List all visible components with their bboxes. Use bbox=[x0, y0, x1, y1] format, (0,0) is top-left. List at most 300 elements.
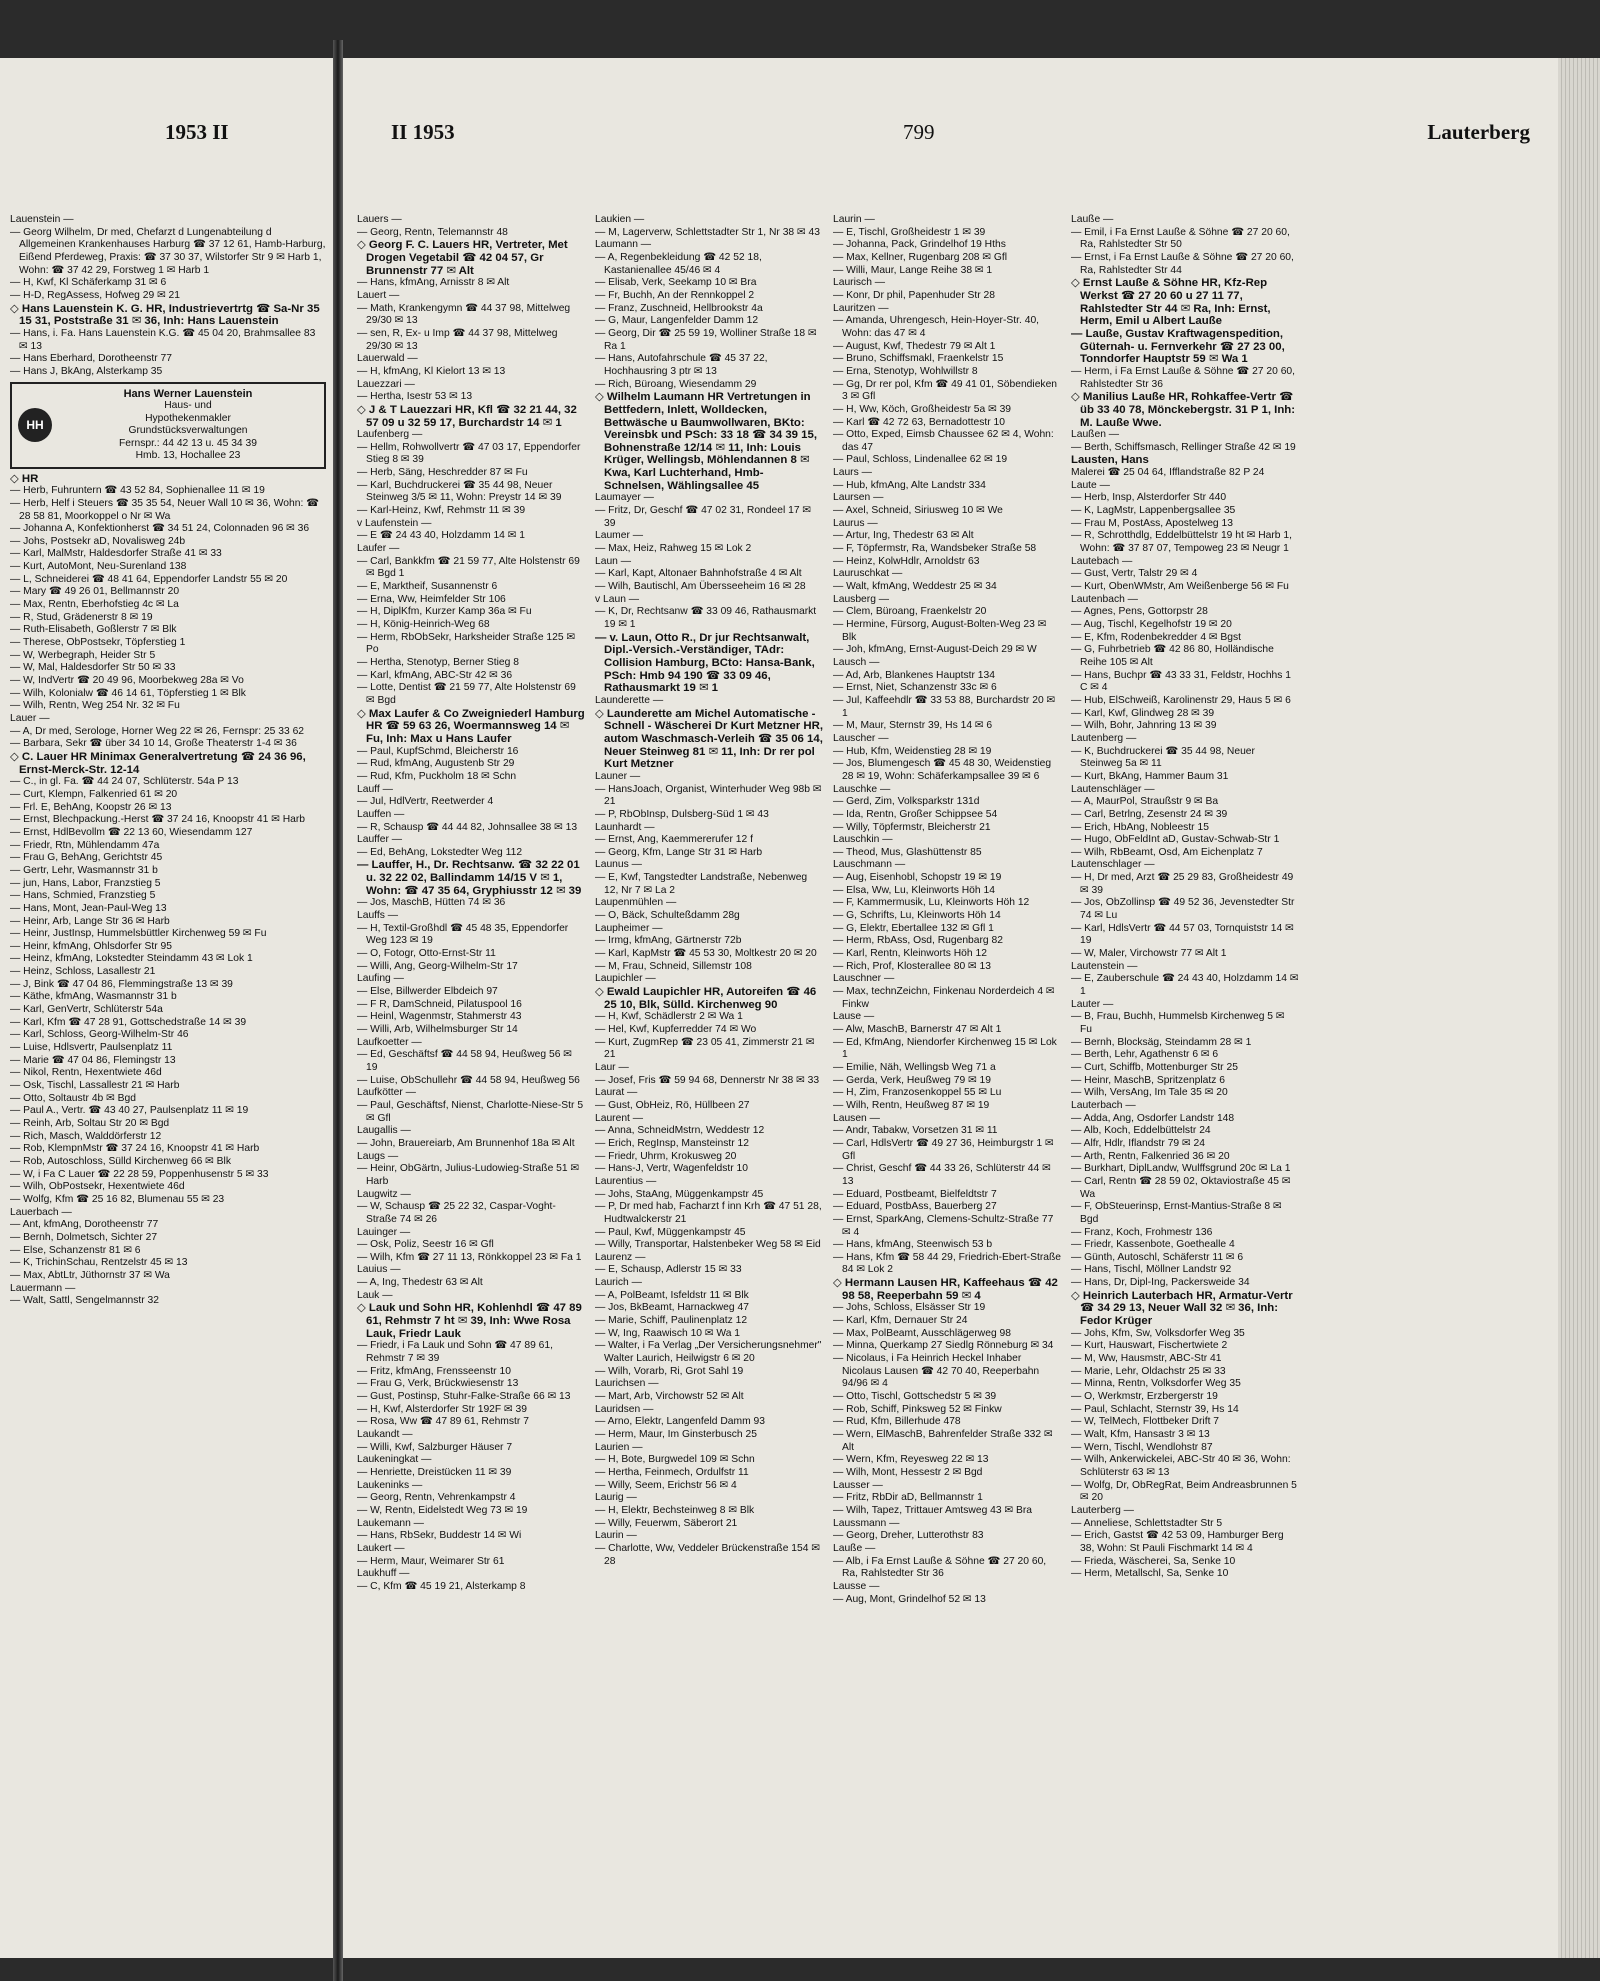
directory-entry: — Kurt, ObenWMstr, Am Weißenberge 56 ✉ Fu bbox=[1071, 581, 1289, 593]
directory-entry: — W, Rentn, Eidelstedt Weg 73 ✉ 19 bbox=[357, 1504, 528, 1516]
directory-entry: — Wolfg, Kfm ☎ 25 16 82, Blumenau 55 ✉ 23 bbox=[10, 1193, 225, 1205]
directory-entry: Laursen — bbox=[833, 492, 884, 504]
directory-entry: — Carl, Bankkfm ☎ 21 59 77, Alte Holstenstr 69 ✉ Bgd 1 bbox=[357, 555, 580, 580]
directory-entry: — M, Maur, Sternstr 39, Hs 14 ✉ 6 bbox=[833, 720, 993, 732]
directory-entry: — Karl, Buchdruckerei ☎ 35 44 98, Neuer Steinweg 3/5 ✉ 11, Wohn: Preystr 14 ✉ 39 bbox=[357, 479, 562, 504]
directory-entry: Laute — bbox=[1071, 479, 1110, 491]
directory-entry: — Johs, Kfm, Sw, Volksdorfer Weg 35 bbox=[1071, 1327, 1245, 1339]
directory-entry: — F, Kammermusik, Lu, Kleinworts Höh 12 bbox=[833, 897, 1030, 909]
directory-entry: — Gertr, Lehr, Wasmannstr 31 b bbox=[10, 864, 158, 876]
directory-entry: Lauffs — bbox=[357, 910, 399, 922]
directory-entry: — W, TelMech, Flottbeker Drift 7 bbox=[1071, 1416, 1220, 1428]
directory-entry: — Wilh, Kfm ☎ 27 11 13, Rönkkoppel 23 ✉ Fa 1 bbox=[357, 1251, 582, 1263]
directory-entry: Lauterberg — bbox=[1071, 1504, 1134, 1516]
directory-entry: Laurs — bbox=[833, 467, 872, 479]
directory-entry: — sen, R, Ex- u Imp ☎ 44 37 98, Mittelweg 29/30 ✉ 13 bbox=[357, 327, 558, 352]
directory-entry: — Wilh, VersAng, Im Tale 35 ✉ 20 bbox=[1071, 1087, 1228, 1099]
directory-entry: ◇ Heinrich Lauterbach HR, Armatur-Vertr ☎ 34 29 13, Neuer Wall 32 ✉ 36, Inh: Fedor Krüger bbox=[1071, 1289, 1293, 1328]
directory-entry: Laurenz — bbox=[595, 1251, 646, 1263]
directory-entry: — Karl, Rentn, Kleinworts Höh 12 bbox=[833, 948, 987, 960]
directory-entry: Lautenbach — bbox=[1071, 593, 1138, 605]
directory-entry: — Aug, Mont, Grindelhof 52 ✉ 13 bbox=[833, 1593, 986, 1605]
directory-entry: Launus — bbox=[595, 859, 642, 871]
directory-entry: Lauschmann — bbox=[833, 859, 906, 871]
directory-entry: — Hertha, Feinmech, Ordulfstr 11 bbox=[595, 1466, 749, 1478]
directory-entry: — Hans, i. Fa. Hans Lauenstein K.G. ☎ 45 04 20, Brahmsallee 83 ✉ 13 bbox=[10, 327, 316, 352]
directory-entry: — Konr, Dr phil, Papenhuder Str 28 bbox=[833, 289, 995, 301]
directory-entry: — Karl, MalMstr, Haldesdorfer Straße 41 ✉ 33 bbox=[10, 548, 222, 560]
directory-entry: — Jul, Kaffeehdlr ☎ 33 53 88, Burchardstr 20 ✉ 1 bbox=[833, 694, 1056, 719]
directory-entry: — Josef, Fris ☎ 59 94 68, Dennerstr Nr 38 ✉ 33 bbox=[595, 1074, 820, 1086]
directory-entry: — W, IndVertr ☎ 20 49 96, Moorbekweg 28a ✉ Vo bbox=[10, 675, 244, 687]
directory-entry: — H, Bote, Burgwedel 109 ✉ Schn bbox=[595, 1454, 755, 1466]
directory-entry: — Paul A., Vertr. ☎ 43 40 27, Paulsenplatz 11 ✉ 19 bbox=[10, 1105, 249, 1117]
directory-entry: — Willi, Arb, Wilhelmsburger Str 14 bbox=[357, 1024, 518, 1035]
directory-entry: — Hans Eberhard, Dorotheenstr 77 bbox=[10, 353, 172, 365]
directory-entry: — Wolfg, Dr, ObRegRat, Beim Andreasbrunnen 5 ✉ 20 bbox=[1071, 1479, 1297, 1504]
directory-entry: — H, kfmAng, Kl Kielort 13 ✉ 13 bbox=[357, 365, 506, 377]
directory-entry: — Charlotte, Ww, Veddeler Brückenstraße 154 ✉ 28 bbox=[595, 1542, 820, 1567]
firm-logo-icon: HH bbox=[18, 408, 52, 442]
directory-entry: Lautebach — bbox=[1071, 555, 1133, 567]
directory-entry: Laufer — bbox=[357, 543, 400, 555]
directory-entry: — Max, Heiz, Rahweg 15 ✉ Lok 2 bbox=[595, 543, 752, 555]
directory-entry: Launer — bbox=[595, 770, 641, 782]
directory-entry: ◇ Ewald Laupichler HR, Autoreifen ☎ 46 25 10, Blk, Sülld. Kirchenweg 90 bbox=[595, 986, 817, 1011]
directory-entry: — Willi, Kwf, Salzburger Häuser 7 bbox=[357, 1441, 513, 1453]
directory-entry: — Lauffer, H., Dr. Rechtsanw. ☎ 32 22 01 u. 32 22 02, Ballindamm 14/15 V ✉ 1, Wohn: ☎ 47 35 64, Gryphiusstr 12 ✉ 39 bbox=[357, 859, 582, 897]
running-head-keyword: Lauterberg bbox=[1427, 120, 1530, 144]
directory-entry: — Max, technZeichn, Finkenau Norderdeich 4 ✉ Finkw bbox=[833, 986, 1055, 1010]
directory-entry: — E ☎ 24 43 40, Holzdamm 14 ✉ 1 bbox=[357, 530, 525, 542]
directory-entry: ◇ Hermann Lausen HR, Kaffeehaus ☎ 42 98 58, Reeperbahn 59 ✉ 4 bbox=[833, 1277, 1058, 1302]
page-edges bbox=[1558, 58, 1600, 1958]
directory-entry: — Marie, Lehr, Oldachstr 25 ✉ 33 bbox=[1071, 1365, 1226, 1377]
directory-entry: — C., in gl. Fa. ☎ 44 24 07, Schlüterstr. 54a P 13 bbox=[10, 776, 239, 788]
right-page-header-left: II 1953 bbox=[391, 120, 455, 144]
lauenstein-advertisement bbox=[10, 382, 326, 469]
directory-entry: — G, Fuhrbetrieb ☎ 42 86 80, Holländische Reihe 105 ✉ Alt bbox=[1071, 644, 1274, 668]
directory-entry: — Paul, KupfSchmd, Bleicherstr 16 bbox=[357, 745, 519, 757]
directory-entry: — Lauße, Gustav Kraftwagenspedition, Güternah- u. Fernverkehr ☎ 27 23 00, Tonndorfer Hauptstr 59 ✉ Wa 1 bbox=[1071, 327, 1285, 366]
directory-entry: — Arth, Rentn, Falkenried 36 ✉ 20 bbox=[1071, 1150, 1230, 1162]
directory-entry: — W, Schausp ☎ 25 22 32, Caspar-Voght-Straße 74 ✉ 26 bbox=[357, 1201, 556, 1225]
directory-entry: — Lotte, Dentist ☎ 21 59 77, Alte Holstenstr 69 ✉ Bgd bbox=[357, 682, 576, 706]
directory-entry: Lauschner — bbox=[833, 973, 895, 985]
directory-entry: — Jos, ObZollinsp ☎ 49 52 36, Jevenstedter Str 74 ✉ Lu bbox=[1071, 897, 1295, 922]
directory-entry: Lauschke — bbox=[833, 783, 891, 795]
directory-entry: — Günth, Autoschl, Schäferstr 11 ✉ 6 bbox=[1071, 1251, 1244, 1263]
directory-entry: Lauenstein — bbox=[10, 214, 74, 225]
directory-entry: — Karl, Schloss, Georg-Wilhelm-Str 46 bbox=[10, 1029, 189, 1041]
directory-entry: — Gust, ObHeiz, Rö, Hüllbeen 27 bbox=[595, 1099, 750, 1111]
directory-entry: — M, Lagerverw, Schlettstadter Str 1, Nr 38 ✉ 43 bbox=[595, 226, 820, 238]
directory-entry: Laurent — bbox=[595, 1112, 644, 1124]
directory-entry: — Rich, Masch, Walddörferstr 12 bbox=[10, 1130, 162, 1142]
directory-entry: — Friedr, Uhrm, Krokusweg 20 bbox=[595, 1150, 737, 1162]
directory-entry: — Wern, Kfm, Reyesweg 22 ✉ 13 bbox=[833, 1454, 989, 1466]
directory-entry: — H, Zim, Franzosenkoppel 55 ✉ Lu bbox=[833, 1087, 1002, 1099]
directory-entry: — W, Ing, Raawisch 10 ✉ Wa 1 bbox=[595, 1327, 741, 1339]
directory-entry: Laurig — bbox=[595, 1492, 637, 1504]
directory-entry: — Karl, Kapt, Altonaer Bahnhofstraße 4 ✉ Alt bbox=[595, 568, 802, 580]
directory-entry: Lauterbach — bbox=[1071, 1099, 1136, 1111]
directory-entry: — Paul, Schlacht, Sternstr 39, Hs 14 bbox=[1071, 1403, 1239, 1415]
directory-entry: — Rob, KlempnMstr ☎ 37 24 16, Knoopstr 41 ✉ Harb bbox=[10, 1143, 260, 1155]
directory-entry: — Hans, kfmAng, Arnisstr 8 ✉ Alt bbox=[357, 277, 510, 289]
directory-entry: — H, Kwf, Alsterdorfer Str 192F ✉ 39 bbox=[357, 1403, 528, 1415]
directory-entry: Lauschkin — bbox=[833, 834, 893, 846]
directory-entry: — v. Laun, Otto R., Dr jur Rechtsanwalt, Dipl.-Versich.-Verständiger, TAdr: Collision Hamburg, BCto: Hansa-Bank, PSch: Hmb 94 190 ☎ 33 09 46, Rathausmarkt 19 ✉ 1 bbox=[595, 631, 815, 695]
directory-entry: — Wern, Tischl, Wendlohstr 87 bbox=[1071, 1441, 1213, 1453]
directory-entry: — Willy, Transportar, Halstenbeker Weg 58 ✉ Eid bbox=[595, 1239, 821, 1251]
directory-entry: Lauermann — bbox=[10, 1282, 76, 1294]
directory-entry: — K, Buchdruckerei ☎ 35 44 98, Neuer Steinweg 5a ✉ 11 bbox=[1071, 745, 1255, 770]
directory-entry: — Karl-Heinz, Kwf, Rehmstr 11 ✉ 39 bbox=[357, 505, 526, 517]
directory-entry: — Gerda, Verk, Heußweg 79 ✉ 19 bbox=[833, 1074, 992, 1086]
directory-entry: — Heinr, MaschB, Spritzenplatz 6 bbox=[1071, 1074, 1225, 1086]
directory-entry: — P, Dr med hab, Facharzt f inn Krh ☎ 47 51 28, Hudtwalckerstr 21 bbox=[595, 1201, 822, 1225]
directory-entry: — Georg, Rentn, Telemannstr 48 bbox=[357, 226, 508, 238]
directory-entry: — Johanna, Pack, Grindelhof 19 Hths bbox=[833, 239, 1006, 251]
directory-entry: — Frau G, BehAng, Gerichtstr 45 bbox=[10, 852, 163, 864]
directory-entry: — R, Schausp ☎ 44 44 82, Johnsallee 38 ✉ 13 bbox=[357, 821, 578, 833]
directory-entry: ◇ Manilius Lauße HR, Rohkaffee-Vertr ☎ üb 33 40 78, Mönckebergstr. 31 P 1, Inh: M. Lauße Wwe. bbox=[1071, 391, 1296, 429]
directory-entry: — Bernh, Dolmetsch, Sichter 27 bbox=[10, 1231, 158, 1243]
directory-entry: Lauezzari — bbox=[357, 378, 415, 390]
directory-entry: — Walt, kfmAng, Weddestr 25 ✉ 34 bbox=[833, 581, 997, 593]
directory-entry: — Ida, Rentn, Großer Schippsee 54 bbox=[833, 808, 998, 820]
directory-entry: — Berth, Lehr, Agathenstr 6 ✉ 6 bbox=[1071, 1049, 1219, 1061]
directory-entry: — H, DiplKfm, Kurzer Kamp 36a ✉ Fu bbox=[357, 606, 532, 618]
right-page bbox=[343, 58, 1558, 1958]
directory-entry: — Hans, kfmAng, Steenwisch 53 b bbox=[833, 1239, 993, 1251]
directory-entry: — Berth, Schiffsmasch, Rellinger Straße 42 ✉ 19 bbox=[1071, 441, 1296, 453]
book-gutter bbox=[333, 40, 343, 1981]
directory-entry: ◇ Ernst Lauße & Söhne HR, Kfz-Rep Werkst ☎ 27 20 60 u 27 11 77, Rahlstedter Str 44 ✉ Ra, Inh: Ernst, Herm, Emil u Albert Lauße bbox=[1071, 277, 1271, 328]
left-page bbox=[0, 58, 333, 1958]
directory-entry: — Käthe, kfmAng, Wasmannstr 31 b bbox=[10, 991, 177, 1003]
directory-entry: Laukandt — bbox=[357, 1429, 413, 1440]
directory-entry: — Wilh, Mont, Hessestr 2 ✉ Bgd bbox=[833, 1466, 983, 1478]
directory-entry: — Herm, RbAss, Osd, Rugenbarg 82 bbox=[833, 935, 1003, 947]
directory-entry: — Otto, Soltaustr 4b ✉ Bgd bbox=[10, 1092, 136, 1104]
directory-entry: Lausberg — bbox=[833, 593, 890, 605]
directory-entry: Lausen — bbox=[833, 1112, 880, 1124]
right-column-1 bbox=[357, 214, 585, 1958]
directory-entry: — Emilie, Näh, Wellingsb Weg 71 a bbox=[833, 1061, 996, 1073]
directory-entry: Laußen — bbox=[1071, 429, 1120, 441]
directory-entry: Lause — bbox=[833, 1011, 875, 1023]
directory-entry: Laussmann — bbox=[833, 1517, 900, 1529]
directory-entry: — Curt, Klempn, Falkenried 61 ✉ 20 bbox=[10, 788, 178, 800]
directory-entry: Laur — bbox=[595, 1061, 629, 1073]
directory-entry: — W, Werbegraph, Heider Str 5 bbox=[10, 649, 156, 661]
directory-entry: Lauert — bbox=[357, 289, 400, 301]
directory-entry: — Herb, Helf i Steuers ☎ 35 35 54, Neuer Wall 10 ✉ 36, Wohn: ☎ 28 58 81, Moorkoppel o Nr ✉ Wa bbox=[10, 497, 319, 522]
directory-entry: — Karl, KapMstr ☎ 45 53 30, Moltkestr 20 ✉ 20 bbox=[595, 948, 817, 960]
directory-entry: Laumer — bbox=[595, 530, 644, 542]
directory-entry: — H, Textil-Großhdl ☎ 45 48 35, Eppendorfer Weg 123 ✉ 19 bbox=[357, 922, 569, 947]
directory-entry: Lauinger — bbox=[357, 1226, 411, 1238]
directory-entry: — Luise, ObSchullehr ☎ 44 58 94, Heußweg 56 bbox=[357, 1074, 580, 1086]
directory-entry: — Heinr, JustInsp, Hummelsbüttler Kirchenweg 59 ✉ Fu bbox=[10, 928, 267, 940]
directory-entry: — Fritz, RbDir aD, Bellmannstr 1 bbox=[833, 1492, 983, 1504]
directory-entry: — Mary ☎ 49 26 01, Bellmannstr 20 bbox=[10, 586, 180, 598]
directory-entry: — Walter, i Fa Verlag „Der Versicherungsnehmer" Walter Laurich, Heilwigstr 6 ✉ 20 bbox=[595, 1340, 822, 1365]
directory-entry: — M, Frau, Schneid, Sillemstr 108 bbox=[595, 960, 752, 972]
directory-entry: — Alw, MaschB, Barnerstr 47 ✉ Alt 1 bbox=[833, 1024, 1002, 1035]
ad-line: Hmb. 13, Hochallee 23 bbox=[135, 450, 241, 462]
directory-entry: — Else, Billwerder Elbdeich 97 bbox=[357, 986, 498, 998]
directory-entry: — Jos, BkBeamt, Harnackweg 47 bbox=[595, 1302, 749, 1314]
directory-entry: — Ernst, HdlBevollm ☎ 22 13 60, Wiesendamm 127 bbox=[10, 826, 253, 838]
directory-entry: Lautenberg — bbox=[1071, 732, 1137, 744]
directory-entry: Launhardt — bbox=[595, 821, 655, 833]
directory-entry: — Wilh, Vorarb, Ri, Grot Sahl 19 bbox=[595, 1365, 744, 1377]
directory-entry: — E, Marktheif, Susannenstr 6 bbox=[357, 581, 498, 593]
directory-entry: — A, Ing, Thedestr 63 ✉ Alt bbox=[357, 1277, 483, 1289]
directory-entry: — Hugo, ObFeldInt aD, Gustav-Schwab-Str 1 bbox=[1071, 834, 1280, 846]
directory-entry: ◇ Max Laufer & Co Zweigniederl Hamburg HR ☎ 59 63 26, Woermannsweg 14 ✉ Fu, Inh: Max u Hans Laufer bbox=[357, 707, 585, 745]
ad-firm-name: Hans Werner Lauenstein bbox=[123, 387, 253, 400]
directory-entry: — Karl, Kwf, Glindweg 28 ✉ 39 bbox=[1071, 707, 1215, 719]
directory-entry: — Luise, Hdlsvertr, Paulsenplatz 11 bbox=[10, 1042, 173, 1054]
directory-entry: — Bernh, Blocksäg, Steindamm 28 ✉ 1 bbox=[1071, 1036, 1252, 1048]
directory-entry: — Paul, Kwf, Müggenkampstr 45 bbox=[595, 1226, 746, 1238]
directory-entry: Lauscher — bbox=[833, 732, 889, 744]
directory-entry: — G, Elektr, Ebertallee 132 ✉ Gfl 1 bbox=[833, 922, 994, 934]
directory-entry: — Andr, Tabakw, Vorsetzen 31 ✉ 11 bbox=[833, 1125, 998, 1137]
directory-entry: — Anneliese, Schlettstadter Str 5 bbox=[1071, 1517, 1223, 1529]
directory-entry: — Max, AbtLtr, Jüthornstr 37 ✉ Wa bbox=[10, 1269, 170, 1281]
directory-entry: — H, Kwf, Kl Schäferkamp 31 ✉ 6 bbox=[10, 277, 167, 289]
directory-entry: — Heinz, Schloss, Lasallestr 21 bbox=[10, 966, 156, 978]
directory-entry: — Irmg, kfmAng, Gärtnerstr 72b bbox=[595, 935, 742, 947]
directory-entry: ◇ HR bbox=[10, 472, 39, 485]
directory-entry: Laun — bbox=[595, 555, 632, 567]
directory-entry: — Hub, ElSchweiß, Karolinenstr 29, Haus 5 ✉ 6 bbox=[1071, 694, 1291, 706]
directory-entry: — Emil, i Fa Ernst Lauße & Söhne ☎ 27 20 60, Ra, Rahlstedter Str 50 bbox=[1071, 226, 1290, 251]
directory-entry: — Ed, KfmAng, Niendorfer Kirchenweg 15 ✉ Lok 1 bbox=[833, 1036, 1057, 1061]
directory-entry: — Jul, HdlVertr, Reetwerder 4 bbox=[357, 796, 494, 808]
directory-entry: — Herm, Metallschl, Sa, Senke 10 bbox=[1071, 1568, 1229, 1580]
directory-entry: — H, Elektr, Bechsteinweg 8 ✉ Blk bbox=[595, 1504, 755, 1516]
directory-entry: — A, MaurPol, Straußstr 9 ✉ Ba bbox=[1071, 796, 1219, 808]
directory-entry: — Rud, Kfm, Puckholm 18 ✉ Schn bbox=[357, 770, 517, 782]
directory-entry: — Aug, Eisenhobl, Schopstr 19 ✉ 19 bbox=[833, 872, 1002, 884]
directory-entry: — Johs, Postsekr aD, Novalisweg 24b bbox=[10, 535, 186, 547]
directory-entry: — Hertha, Isestr 53 ✉ 13 bbox=[357, 391, 473, 403]
directory-entry: — Wilh, Bohr, Jahnring 13 ✉ 39 bbox=[1071, 720, 1217, 732]
directory-entry: — Ernst, Ang, Kaemmererufer 12 f bbox=[595, 834, 753, 846]
directory-entry: — Marie, Schiff, Paulinenplatz 12 bbox=[595, 1315, 748, 1327]
directory-entry: — Fritz, kfmAng, Frensseenstr 10 bbox=[357, 1365, 511, 1377]
directory-entry: — Wilh, RbBeamt, Osd, Am Eichenplatz 7 bbox=[1071, 846, 1263, 858]
directory-entry: — Herb, Säng, Heschredder 87 ✉ Fu bbox=[357, 467, 528, 479]
directory-entry: — Karl ☎ 42 72 63, Bernadottestr 10 bbox=[833, 416, 1005, 428]
directory-entry: — Hans, Buchpr ☎ 43 33 31, Feldstr, Hochhs 1 C ✉ 4 bbox=[1071, 669, 1292, 694]
directory-entry: Lauer — bbox=[10, 713, 50, 724]
directory-entry: — Paul, Geschäftsf, Nienst, Charlotte-Niese-Str 5 ✉ Gfl bbox=[357, 1099, 584, 1124]
directory-entry: Lauk — bbox=[357, 1289, 393, 1301]
directory-entry: — Rich, Büroang, Wiesendamm 29 bbox=[595, 378, 757, 390]
directory-entry: Lauerbach — bbox=[10, 1206, 72, 1218]
directory-entry: — Herb, Fuhruntern ☎ 43 52 84, Sophienallee 11 ✉ 19 bbox=[10, 485, 265, 497]
directory-entry: — Bruno, Schiffsmakl, Fraenkelstr 15 bbox=[833, 353, 1004, 365]
directory-entry: — Ernst, i Fa Ernst Lauße & Söhne ☎ 27 20 60, Ra, Rahlstedter Str 44 bbox=[1071, 251, 1294, 276]
directory-entry: — Kurt, BkAng, Hammer Baum 31 bbox=[1071, 770, 1229, 782]
directory-entry: — Karl, Kfm ☎ 47 28 91, Gottschedstraße 14 ✉ 39 bbox=[10, 1016, 247, 1028]
directory-entry: Laurus — bbox=[833, 517, 878, 529]
ad-line: Grundstücksverwaltungen bbox=[128, 425, 248, 437]
directory-entry: Lautenstein — bbox=[1071, 960, 1138, 972]
directory-entry: Launderette — bbox=[595, 694, 664, 706]
directory-entry: — W, Mal, Haldesdorfer Str 50 ✉ 33 bbox=[10, 662, 176, 674]
directory-entry: — Artur, Ing, Thedestr 63 ✉ Alt bbox=[833, 530, 974, 542]
directory-entry: Laugallis — bbox=[357, 1125, 411, 1137]
directory-entry: Laufing — bbox=[357, 973, 404, 985]
directory-entry: — F, ObSteuerinsp, Ernst-Mantius-Straße 8 ✉ Bgd bbox=[1071, 1201, 1282, 1225]
directory-entry: Laukhuff — bbox=[357, 1568, 410, 1580]
directory-entry: — Fritz, Dr, Geschf ☎ 47 02 31, Rondeel 17 ✉ 39 bbox=[595, 505, 812, 529]
directory-entry: ◇ Launderette am Michel Automatische - Schnell - Wäscherei Dr Kurt Metzner HR, autom Waschmasch-Verleih ☎ 35 06 14, Neuer Steinweg 81 ✉ 11, Inh: Dr rer pol Kurt Metzner bbox=[595, 707, 823, 771]
directory-entry: — Reinh, Arb, Soltau Str 20 ✉ Bgd bbox=[10, 1118, 170, 1129]
directory-entry: — Georg, Kfm, Lange Str 31 ✉ Harb bbox=[595, 846, 763, 858]
directory-entry: — Hans, Autofahrschule ☎ 45 37 22, Hochhausring 3 ptr ✉ 13 bbox=[595, 353, 768, 377]
right-column-4 bbox=[1071, 214, 1299, 1958]
directory-entry: Laukemann — bbox=[357, 1517, 424, 1529]
directory-entry: — Heinr, Arb, Lange Str 36 ✉ Harb bbox=[10, 915, 170, 927]
directory-entry: — Hans, RbSekr, Buddestr 14 ✉ Wi bbox=[357, 1530, 522, 1542]
directory-entry: — Heinr, kfmAng, Ohlsdorfer Str 95 bbox=[10, 940, 172, 952]
directory-entry: — Theod, Mus, Glashüttenstr 85 bbox=[833, 846, 982, 858]
directory-entry: — G, Maur, Langenfelder Damm 12 bbox=[595, 315, 759, 327]
directory-entry: — C, Kfm ☎ 45 19 21, Alsterkamp 8 bbox=[357, 1580, 526, 1592]
directory-entry: — Alb, Koch, Eddelbüttelstr 24 bbox=[1071, 1125, 1211, 1137]
directory-entry: — H, Kwf, Schädlerstr 2 ✉ Wa 1 bbox=[595, 1011, 743, 1023]
directory-entry: — Max, PolBeamt, Ausschlägerweg 98 bbox=[833, 1327, 1011, 1339]
directory-entry: — Amanda, Uhrengesch, Hein-Hoyer-Str. 40, Wohn: das 47 ✉ 4 bbox=[833, 315, 1040, 339]
directory-entry: Lausten, Hans bbox=[1071, 454, 1149, 467]
directory-entry: ◇ Georg F. C. Lauers HR, Vertreter, Met Drogen Vegetabil ☎ 42 04 57, Gr Brunnenstr 77 ✉ Alt bbox=[357, 239, 568, 277]
directory-entry: Lauter — bbox=[1071, 998, 1114, 1010]
directory-entry: — K, LagMstr, Lappenbergsallee 35 bbox=[1071, 505, 1236, 517]
directory-entry: Laufkoetter — bbox=[357, 1036, 422, 1048]
directory-entry: — Wilh, Kolonialw ☎ 46 14 61, Töpferstieg 1 ✉ Blk bbox=[10, 687, 246, 699]
directory-entry: Laufenberg — bbox=[357, 429, 423, 441]
directory-entry: ◇ Lauk und Sohn HR, Kohlenhdl ☎ 47 89 61, Rehmstr 7 ht ✉ 39, Inh: Wwe Rosa Lauk, Friedr Lauk bbox=[357, 1302, 582, 1340]
directory-entry: — Ed, Geschäftsf ☎ 44 58 94, Heußweg 56 ✉ 19 bbox=[357, 1049, 572, 1073]
directory-entry: Lauers — bbox=[357, 214, 402, 225]
directory-entry: — Hub, kfmAng, Alte Landstr 334 bbox=[833, 479, 986, 491]
directory-entry: — K, TrichinSchau, Rentzelstr 45 ✉ 13 bbox=[10, 1257, 188, 1269]
directory-entry: Laupheimer — bbox=[595, 922, 663, 934]
directory-entry: — Paul, Schloss, Lindenallee 62 ✉ 19 bbox=[833, 454, 1008, 466]
directory-entry: — Herb, Insp, Alsterdorfer Str 440 bbox=[1071, 492, 1227, 504]
directory-entry: — W, Maler, Virchowstr 77 ✉ Alt 1 bbox=[1071, 948, 1227, 960]
directory-entry: — Ernst, SparkAng, Clemens-Schultz-Straße 77 ✉ 4 bbox=[833, 1213, 1054, 1238]
directory-entry: — Max, Kellner, Rugenbarg 208 ✉ Gfl bbox=[833, 251, 1008, 263]
directory-entry: — K, Dr, Rechtsanw ☎ 33 09 46, Rathausmarkt 19 ✉ 1 bbox=[595, 606, 817, 630]
directory-entry: — Nicolaus, i Fa Heinrich Heckel Inhaber Nicolaus Lausen ☎ 42 70 40, Reeperbahn 94/96 ✉ 4 bbox=[833, 1353, 1040, 1390]
directory-entry: — Hertha, Stenotyp, Berner Stieg 8 bbox=[357, 656, 519, 668]
page-number: 799 bbox=[903, 120, 935, 144]
directory-entry: — Heinz, KolwHdlr, Arnoldstr 63 bbox=[833, 555, 980, 567]
directory-entry: — Wilh, Rentn, Heußweg 87 ✉ 19 bbox=[833, 1099, 990, 1111]
directory-entry: — Gust, Postinsp, Stuhr-Falke-Straße 66 ✉ 13 bbox=[357, 1391, 571, 1403]
directory-entry: — Friedr, Rtn, Mühlendamm 47a bbox=[10, 839, 160, 851]
directory-entry: Laumayer — bbox=[595, 492, 654, 504]
directory-entry: — Willy, Feuerwm, Säberort 21 bbox=[595, 1517, 738, 1529]
directory-entry: — Hans-J, Vertr, Wagenfeldstr 10 bbox=[595, 1163, 748, 1175]
directory-entry: — H-D, RegAssess, Hofweg 29 ✉ 21 bbox=[10, 289, 181, 301]
left-page-header: 1953 II bbox=[165, 120, 229, 144]
directory-entry: — Anna, SchneidMstrn, Weddestr 12 bbox=[595, 1125, 765, 1137]
directory-entry: — Erich, Gastst ☎ 42 53 09, Hamburger Berg 38, Wohn: St Pauli Fischmarkt 14 ✉ 4 bbox=[1071, 1530, 1284, 1554]
directory-entry: — Aug, Tischl, Kegelhofstr 19 ✉ 20 bbox=[1071, 619, 1232, 630]
directory-entry: — Wilh, Bautischl, Am Übersseeheim 16 ✉ 28 bbox=[595, 581, 806, 593]
directory-entry: Lauridsen — bbox=[595, 1403, 654, 1415]
directory-entry: — Heinz, kfmAng, Lokstedter Steindamm 43 ✉ Lok 1 bbox=[10, 953, 253, 965]
ad-text bbox=[58, 388, 318, 463]
directory-entry: Laukeninks — bbox=[357, 1479, 423, 1491]
directory-entry: — H, König-Heinrich-Weg 68 bbox=[357, 619, 490, 630]
directory-entry: Lauße — bbox=[833, 1542, 876, 1554]
directory-entry: — E, Schausp, Adlerstr 15 ✉ 33 bbox=[595, 1264, 742, 1276]
directory-entry: Lautenschlager — bbox=[1071, 859, 1155, 871]
directory-entry: — Herm, i Fa Ernst Lauße & Söhne ☎ 27 20 60, Rahlstedter Str 36 bbox=[1071, 365, 1296, 390]
directory-entry: — Osk, Poliz, Seestr 16 ✉ Gfl bbox=[357, 1239, 494, 1251]
directory-entry: — Rob, Schiff, Pinksweg 52 ✉ Finkw bbox=[833, 1403, 1002, 1415]
directory-entry: — Wern, ElMaschB, Bahrenfelder Straße 332 ✉ Alt bbox=[833, 1429, 1053, 1453]
directory-entry: — Hans, Dr, Dipl-Ing, Packersweide 34 bbox=[1071, 1277, 1250, 1289]
directory-entry: — Christ, Geschf ☎ 44 33 26, Schlüterstr 44 ✉ 13 bbox=[833, 1163, 1051, 1187]
directory-entry: — Karl, Kfm, Dernauer Str 24 bbox=[833, 1315, 968, 1327]
ad-line: Haus- und bbox=[164, 400, 212, 412]
directory-entry: — HansJoach, Organist, Winterhuder Weg 98b ✉ 21 bbox=[595, 783, 822, 808]
directory-entry: Lausse — bbox=[833, 1580, 880, 1592]
directory-entry: — Frl. E, BehAng, Koopstr 26 ✉ 13 bbox=[10, 801, 172, 813]
directory-entry: — John, Brauereiarb, Am Brunnenhof 18a ✉ Alt bbox=[357, 1137, 575, 1149]
directory-entry: — Hub, Kfm, Weidenstieg 28 ✉ 19 bbox=[833, 745, 992, 757]
directory-entry: — E, Kwf, Tangstedter Landstraße, Nebenweg 12, Nr 7 ✉ La 2 bbox=[595, 872, 808, 896]
right-columns bbox=[357, 214, 1549, 1958]
directory-entry: — Johs, StaAng, Müggenkampstr 45 bbox=[595, 1188, 764, 1200]
directory-entry: — Axel, Schneid, Siriusweg 10 ✉ We bbox=[833, 505, 1003, 517]
directory-entry: — Hellm, Rohwollvertr ☎ 47 03 17, Eppendorfer Stieg 8 ✉ 39 bbox=[357, 441, 581, 466]
directory-entry: — Osk, Tischl, Lassallestr 21 ✉ Harb bbox=[10, 1080, 180, 1092]
directory-entry: Laurin — bbox=[833, 214, 875, 225]
directory-entry: — Gg, Dr rer pol, Kfm ☎ 49 41 01, Söbendieken 3 ✉ Gfl bbox=[833, 378, 1058, 403]
directory-entry: — O, Werkmstr, Erzbergerstr 19 bbox=[1071, 1391, 1218, 1403]
directory-entry: — Franz, Koch, Frohmestr 136 bbox=[1071, 1226, 1213, 1238]
right-column-3 bbox=[833, 214, 1061, 1958]
directory-entry: — Ernst, Niet, Schanzenstr 33c ✉ 6 bbox=[833, 682, 997, 694]
directory-entry: — Ad, Arb, Blankenes Hauptstr 134 bbox=[833, 669, 995, 681]
directory-entry: Laurichsen — bbox=[595, 1378, 659, 1390]
directory-entry: — Hans J, BkAng, Alsterkamp 35 bbox=[10, 365, 163, 377]
right-column-2 bbox=[595, 214, 823, 1958]
directory-entry: Lauius — bbox=[357, 1264, 401, 1276]
directory-entry: — Friedr, i Fa Lauk und Sohn ☎ 47 89 61, Rehmstr 7 ✉ 39 bbox=[357, 1340, 553, 1365]
directory-entry: — Adda, Ang, Osdorfer Landstr 148 bbox=[1071, 1112, 1235, 1124]
directory-entry: Lauße — bbox=[1071, 214, 1114, 225]
directory-entry: Laurentius — bbox=[595, 1175, 657, 1187]
directory-entry: — Wilh, Rentn, Weg 254 Nr. 32 ✉ Fu bbox=[10, 700, 180, 712]
directory-entry: — Ernst, Blechpackung.-Herst ☎ 37 24 16, Knoopstr 41 ✉ Harb bbox=[10, 814, 306, 826]
directory-entry: — W, i Fa C Lauer ☎ 22 28 59, Poppenhusenstr 5 ✉ 33 bbox=[10, 1168, 269, 1180]
